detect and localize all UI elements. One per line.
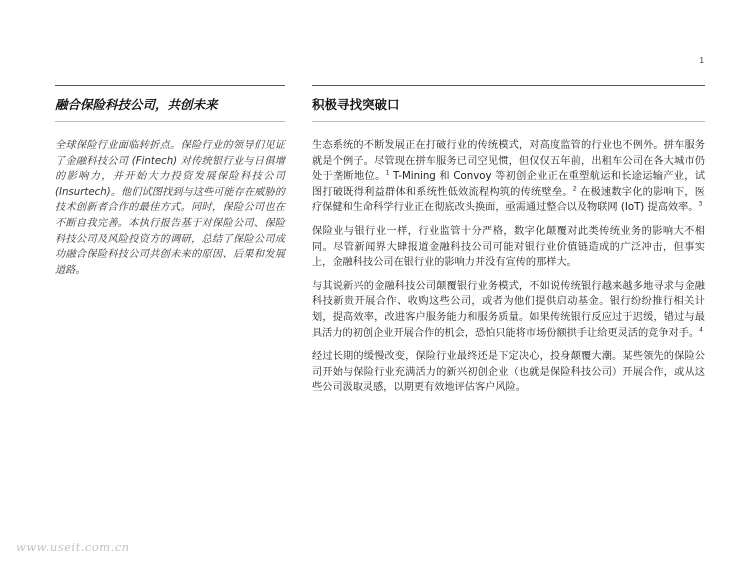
p3-text: 与其说新兴的金融科技公司颠覆银行业务模式，不如说传统银行越来越多地寻求与金融科技新贵开展合作、收购这些公司，或者为他们提供启动基金。银行纷纷推行相关计划，提高效率，改进客户服务能力和服务质量。如果传统银行反应过于迟缓，错过与最具活力的初创企业开展合作的机会，恐怕只能将市场份额拱手让给更灵活的竞争对手。 bbox=[312, 280, 705, 339]
left-heading-divider bbox=[55, 121, 285, 122]
left-heading: 融合保险科技公司，共创未来 bbox=[55, 97, 218, 112]
footnote-ref-3: 3 bbox=[698, 200, 703, 208]
p1-text-c: 在极速数字化的影响下，医疗保健和生命科学行业正在彻底改头换面，亟需通过整合以及物联网 (IoT) 提高效率。 bbox=[312, 186, 705, 214]
p1-text-a: 生态系统的不断发展正在打破行业的传统模式，对高度监管的行业也不例外。拼车服务就是个例子。尽管现在拼车服务已司空见惯，但仅仅五年前，出租车公司在各大城市仍处于垄断地位。 bbox=[312, 140, 705, 183]
p1-text-b: T-Mining 和 Convoy 等初创企业正在重塑航运和长途运输产业，试图打破既得利益群体和系统性低效流程构筑的传统壁垒。 bbox=[312, 171, 705, 198]
left-top-rule bbox=[55, 85, 285, 86]
footnote-ref-4: 4 bbox=[699, 326, 703, 334]
footnote-ref-2: 2 bbox=[572, 185, 577, 193]
right-top-rule bbox=[312, 85, 705, 86]
footnote-ref-1: 1 bbox=[385, 169, 390, 177]
page-number: 1 bbox=[699, 56, 704, 65]
right-column bbox=[312, 85, 705, 404]
right-heading-divider bbox=[312, 121, 705, 122]
body-paragraph-2: 保险业与银行业一样，行业监管十分严格，数字化颠覆对此类传统业务的影响大不相同。尽管新闻界大肆报道金融科技公司可能对银行业价值链造成的广泛冲击，但事实上，金融科技公司在银行业的影响力并没有宣传的那样大。 bbox=[312, 225, 705, 269]
body-paragraph-4: 经过长期的缓慢改变，保险行业最终还是下定决心，投身颠覆大潮。某些领先的保险公司开始与保险行业充满活力的新兴初创企业（也就是保险科技公司）开展合作，或从这些公司汲取灵感，以期更有效地评估客户风险。 bbox=[312, 351, 705, 394]
left-column bbox=[55, 85, 285, 278]
body-paragraph-1 bbox=[312, 138, 705, 216]
body-paragraph-3 bbox=[312, 279, 705, 341]
executive-summary: 全球保险行业面临转折点。保险行业的领导们见证了金融科技公司 (Fintech) 对传统银行业与日俱增的影响力，并开始大力投资发展保险科技公司 (Insurtech)。他们试图找到与这些可能存在威胁的技术创新者合作的最佳方式。同时，保险公司也在不断自我完善。本执行报告基于对保险公司、保险科技公司及风险投资方的调研，总结了保险公司成功融合保险科技公司共创未来的原因、后果和发展道路。 bbox=[55, 140, 285, 276]
right-heading: 积极寻找突破口 bbox=[312, 97, 400, 112]
site-watermark: www.useit.com.cn bbox=[16, 540, 130, 554]
